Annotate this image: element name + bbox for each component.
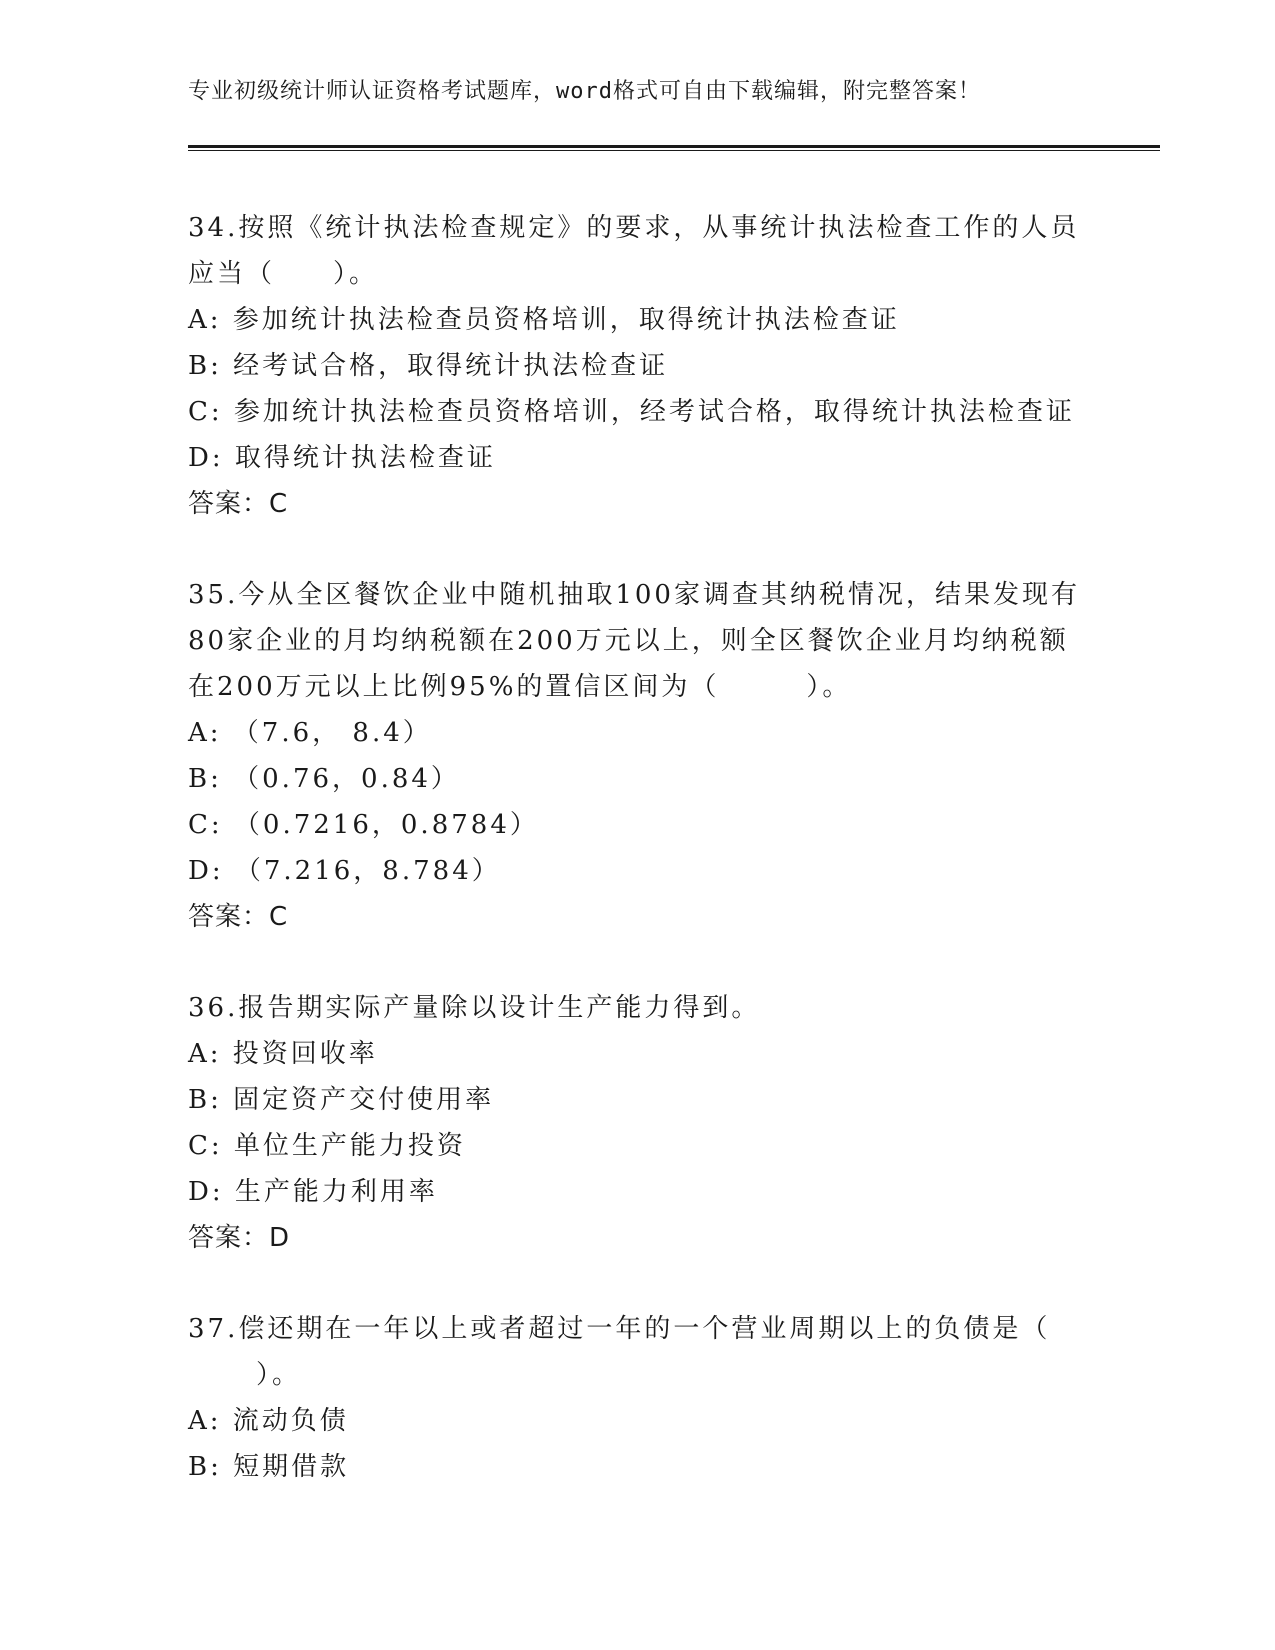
option-b: B: （0.76，0.84） [188,764,460,794]
question-stem: 36.报告期实际产量除以设计生产能力得到。 [188,993,761,1023]
option-a: A: 投资回收率 [188,1039,378,1069]
question-stem: 34.按照《统计执法检查规定》的要求，从事统计执法检查工作的人员 [188,213,1080,243]
question-stem: 37.偿还期在一年以上或者超过一年的一个营业周期以上的负债是（ [188,1314,1051,1344]
answer: 答案：C [188,489,289,519]
option-d: D: 取得统计执法检查证 [188,443,496,473]
option-d: D: 生产能力利用率 [188,1177,438,1207]
question-36 [188,985,1088,1261]
option-b: B: 经考试合格，取得统计执法检查证 [188,351,669,381]
answer: 答案：C [188,902,289,932]
option-c: C: 参加统计执法检查员资格培训，经考试合格，取得统计执法检查证 [188,397,1075,427]
header-divider [188,145,1160,148]
question-34 [188,205,1088,527]
option-d: D: （7.216，8.784） [188,856,501,886]
option-c: C: 单位生产能力投资 [188,1131,466,1161]
question-stem: 80家企业的月均纳税额在200万元以上，则全区餐饮企业月均纳税额 [188,626,1069,656]
question-list [188,205,1088,1535]
option-b: B: 固定资产交付使用率 [188,1085,495,1115]
option-b: B: 短期借款 [188,1452,350,1482]
option-a: A: 参加统计执法检查员资格培训，取得统计执法检查证 [188,305,900,335]
question-stem: 应当（ ）。 [188,259,379,289]
question-stem: 35.今从全区餐饮企业中随机抽取100家调查其纳税情况，结果发现有 [188,580,1080,610]
question-35 [188,572,1088,940]
question-stem: ）。 [256,1360,302,1390]
option-a: A: （7.6， 8.4） [188,718,432,748]
option-c: C: （0.7216，0.8784） [188,810,539,840]
question-37 [188,1306,1088,1490]
option-a: A: 流动负债 [188,1406,349,1436]
answer: 答案：D [188,1223,291,1253]
page-header: 专业初级统计师认证资格考试题库，word格式可自由下载编辑，附完整答案！ [188,79,981,104]
header-divider-thin [188,150,1160,151]
question-stem: 在200万元以上比例95%的置信区间为（ ）。 [188,672,852,702]
